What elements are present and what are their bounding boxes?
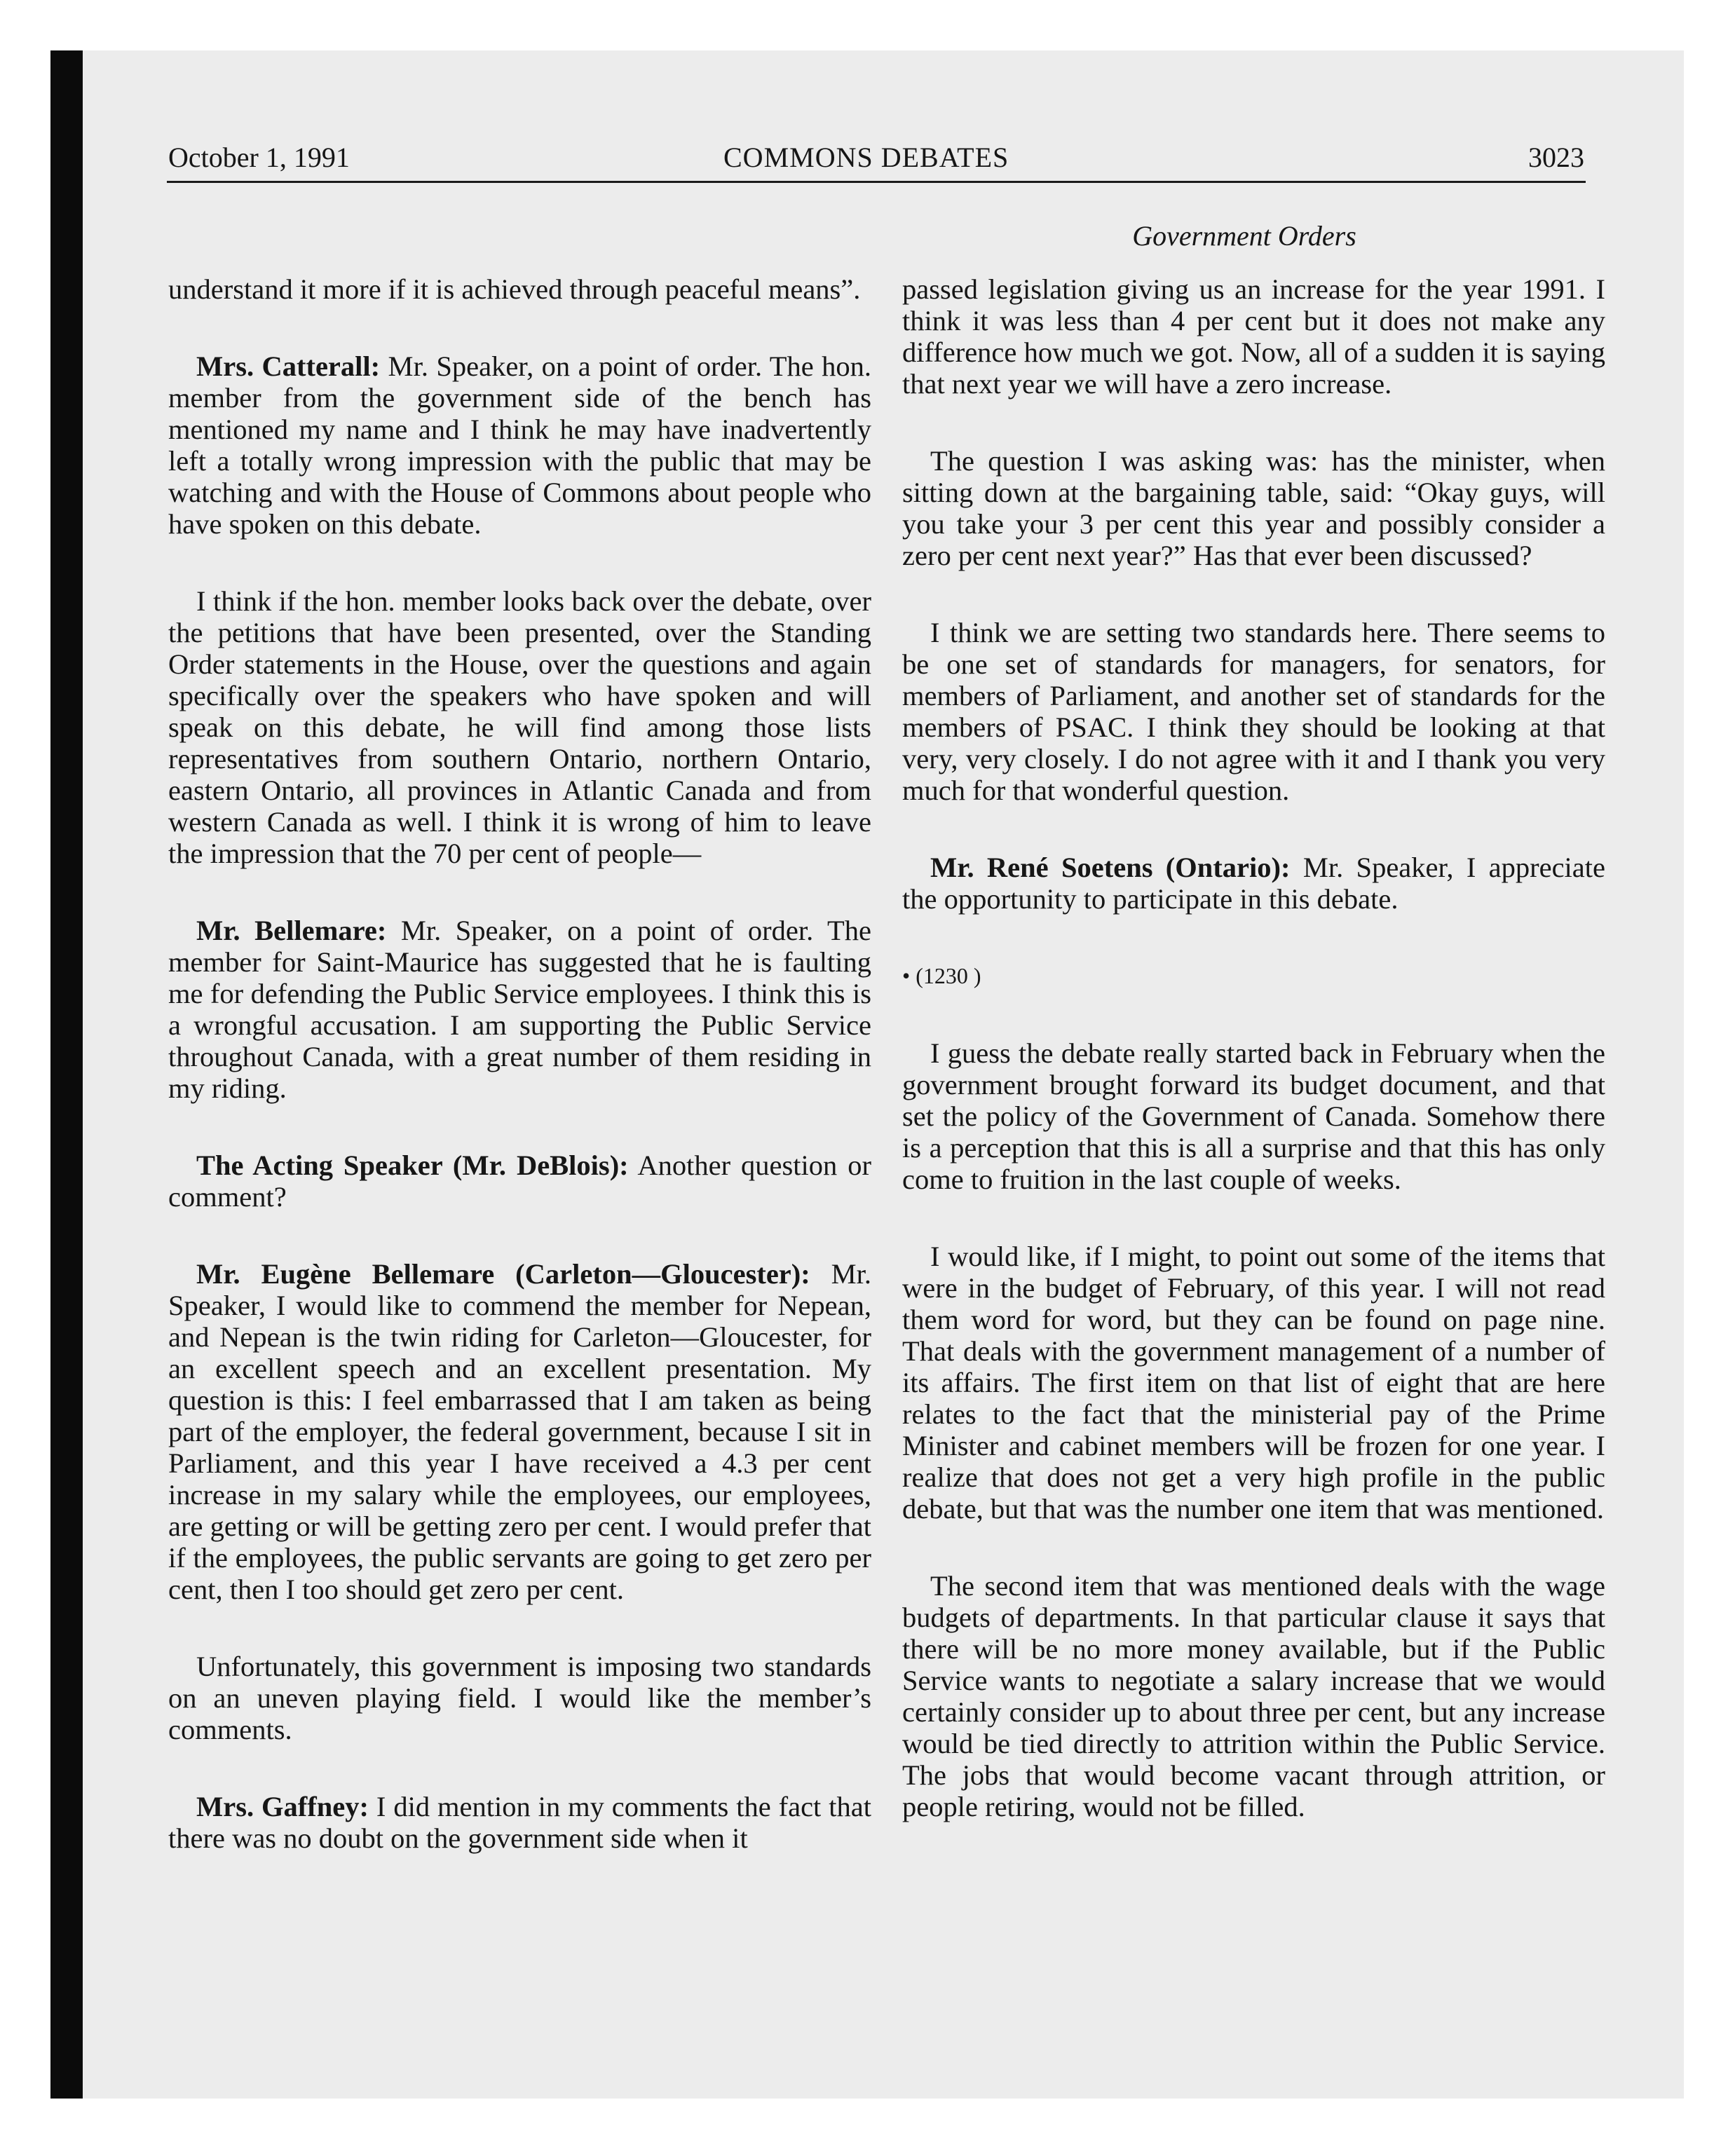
speech-text: I did mention in my comments the fact that there was no doubt on the government side when it bbox=[168, 1791, 871, 1854]
paragraph: I think if the hon. member looks back over the debate, over the petitions that have been presented, over the Standing Order statements in the House, over the questions and again specifically over the speakers who have spoken and will speak on this debate, he will find among those lists representatives from southern Ontario, northern Ontario, eastern Ontario, all provinces in Atlantic Canada and from western Canada as well. I think it is wrong of him to leave the impression that the 70 per cent of people— bbox=[168, 585, 871, 869]
speaker-name: The Acting Speaker (Mr. DeBlois): bbox=[196, 1149, 629, 1181]
speaker-name: Mrs. Gaffney: bbox=[196, 1791, 369, 1822]
header-date: October 1, 1991 bbox=[168, 142, 350, 173]
header-title: COMMONS DEBATES bbox=[723, 142, 1009, 173]
paragraph: I would like, if I might, to point out some of the items that were in the budget of February, of this year. I will not read them word for word, but they can be found on page nine. That deals with the government management of a number of its affairs. The first item on that list of eight that are here relates to the fact that the ministerial pay of the Prime Minister and cabinet members will be frozen for one year. I realize that does not get a very high profile in the public debate, but that was the number one item that was mentioned. bbox=[902, 1241, 1605, 1524]
speech-paragraph bbox=[168, 350, 871, 540]
speech-paragraph bbox=[168, 915, 871, 1104]
paragraph: The question I was asking was: has the minister, when sitting down at the bargaining table, said: “Okay guys, will you take your 3 per cent this year and possibly consider a zero per cent next year?” Has that ever been discussed? bbox=[902, 445, 1605, 571]
speaker-name: Mr. René Soetens (Ontario): bbox=[930, 852, 1291, 883]
left-column bbox=[168, 273, 871, 1899]
speech-paragraph bbox=[168, 1258, 871, 1605]
paragraph: I think we are setting two standards here. There seems to be one set of standards for managers, for senators, for members of Parliament, and another set of standards for the members of PSAC. I think they should be looking at that very, very closely. I do not agree with it and I thank you very much for that wonderful question. bbox=[902, 617, 1605, 806]
speech-text: Mr. Speaker, I appreciate the opportunity to participate in this debate. bbox=[902, 852, 1605, 915]
paragraph: The second item that was mentioned deals with the wage budgets of departments. In that particular clause it says that there will be no more money available, but if the Public Service wants to negotiate a salary increase that we would certainly consider up to about three per cent, but any increase would be tied directly to attrition within the Public Service. The jobs that would become vacant through attrition, or people retiring, would not be filled. bbox=[902, 1570, 1605, 1822]
header-rule bbox=[167, 181, 1586, 183]
paragraph: passed legislation giving us an increase for the year 1991. I think it was less than 4 per cent but it does not make any difference how much we got. Now, all of a sudden it is saying that next year we will have a zero increase. bbox=[902, 273, 1605, 400]
speech-paragraph bbox=[902, 852, 1605, 915]
speech-paragraph bbox=[168, 1149, 871, 1213]
speech-paragraph bbox=[168, 1791, 871, 1854]
speech-text: Mr. Speaker, on a point of order. The hon. member from the government side of the bench has mentioned my name and I think he may have inadvertently left a totally wrong impression with the public that may be watching and with the House of Commons about people who have spoken on this debate. bbox=[168, 350, 871, 540]
paragraph: understand it more if it is achieved through peaceful means”. bbox=[168, 273, 861, 305]
right-column bbox=[902, 273, 1605, 1868]
speaker-name: Mrs. Catterall: bbox=[196, 350, 381, 382]
speaker-name: Mr. Bellemare: bbox=[196, 915, 387, 946]
paragraph: Unfortunately, this government is imposing two standards on an uneven playing field. I would like the member’s comments. bbox=[168, 1651, 871, 1745]
time-marker: • (1230 ) bbox=[902, 963, 981, 988]
speech-text: Mr. Speaker, I would like to commend the member for Nepean, and Nepean is the twin riding for Carleton—Gloucester, for an excellent speech and an excellent presentation. My question is this: I feel embarrassed that I am taken as being part of the employer, the federal government, because I sit in Parliament, and this year I have received a 4.3 per cent increase in my salary while the employees, our employees, are getting or will be getting zero per cent. I would prefer that if the employees, the public servants are going to get zero per cent, then I too should get zero per cent. bbox=[168, 1258, 872, 1605]
speech-text: Another question or comment? bbox=[168, 1149, 871, 1213]
section-label: Government Orders bbox=[1132, 220, 1356, 252]
scan-edge-bar bbox=[50, 50, 83, 2099]
page-number: 3023 bbox=[1528, 142, 1584, 173]
paragraph: I guess the debate really started back in February when the government brought forward its budget document, and that set the policy of the Government of Canada. Somehow there is a perception that this is all a surprise and that this has only come to fruition in the last couple of weeks. bbox=[902, 1037, 1605, 1195]
speech-text: Mr. Speaker, on a point of order. The member for Saint-Maurice has suggested that he is faulting me for defending the Public Service employees. I think this is a wrongful accusation. I am supporting the Public Service throughout Canada, with a great number of them residing in my riding. bbox=[168, 915, 871, 1104]
speaker-name: Mr. Eugène Bellemare (Carleton—Gloucester): bbox=[196, 1258, 810, 1290]
